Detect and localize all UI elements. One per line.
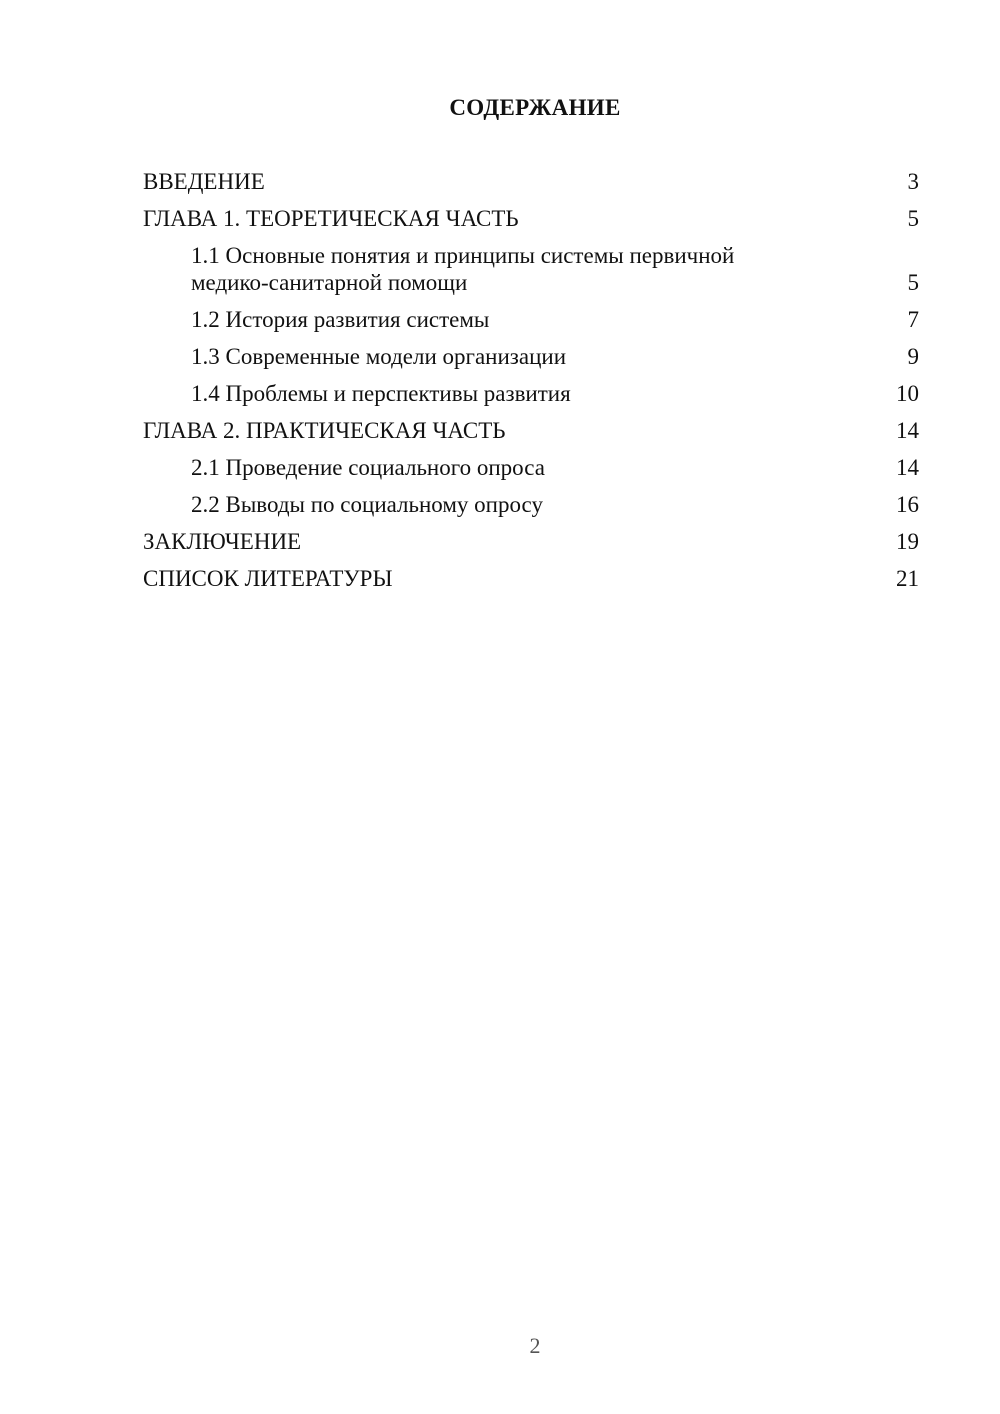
toc-entry-label: 1.2 История развития системы <box>191 307 490 332</box>
toc-entry-label: 2.2 Выводы по социальному опросу <box>191 492 543 517</box>
toc-entry-chapter-2[interactable] <box>143 417 919 444</box>
table-of-contents <box>143 168 919 602</box>
toc-entry-section-1-4[interactable] <box>143 380 919 407</box>
toc-entry-section-1-1[interactable] <box>143 242 919 296</box>
toc-entry-section-1-2[interactable] <box>143 306 919 333</box>
toc-entry-label: ЗАКЛЮЧЕНИЕ <box>143 529 302 554</box>
toc-entry-section-2-1[interactable] <box>143 454 919 481</box>
toc-entry-page: 19 <box>896 529 919 554</box>
toc-entry-label: СПИСОК ЛИТЕРАТУРЫ <box>143 566 393 591</box>
toc-entry-label: 1.3 Современные модели организации <box>191 344 567 369</box>
toc-entry-label: 2.1 Проведение социального опроса <box>191 455 545 480</box>
toc-entry-chapter-1[interactable] <box>143 205 919 232</box>
toc-entry-label: ВВЕДЕНИЕ <box>143 169 265 194</box>
toc-entry-page: 3 <box>907 169 919 194</box>
toc-entry-page: 14 <box>896 455 919 480</box>
page-number: 2 <box>529 1333 541 1358</box>
toc-entry-section-1-3[interactable] <box>143 343 919 370</box>
toc-entry-page: 5 <box>907 206 919 231</box>
toc-entry-page: 5 <box>907 270 919 295</box>
toc-entry-label: ГЛАВА 1. ТЕОРЕТИЧЕСКАЯ ЧАСТЬ <box>143 206 519 231</box>
toc-entry-references[interactable] <box>143 565 919 592</box>
toc-entry-page: 10 <box>896 381 919 406</box>
toc-title: СОДЕРЖАНИЕ <box>449 95 621 120</box>
toc-entry-conclusion[interactable] <box>143 528 919 555</box>
toc-entry-page: 14 <box>896 418 919 443</box>
toc-entry-page: 16 <box>896 492 919 517</box>
toc-entry-label: 1.1 Основные понятия и принципы системы первичной медико-санитарной помощи <box>191 243 735 295</box>
toc-entry-section-2-2[interactable] <box>143 491 919 518</box>
toc-entry-label: 1.4 Проблемы и перспективы развития <box>191 381 571 406</box>
toc-entry-introduction[interactable] <box>143 168 919 195</box>
toc-entry-page: 7 <box>907 307 919 332</box>
toc-entry-label: ГЛАВА 2. ПРАКТИЧЕСКАЯ ЧАСТЬ <box>143 418 506 443</box>
toc-entry-page: 9 <box>907 344 919 369</box>
toc-entry-page: 21 <box>896 566 919 591</box>
